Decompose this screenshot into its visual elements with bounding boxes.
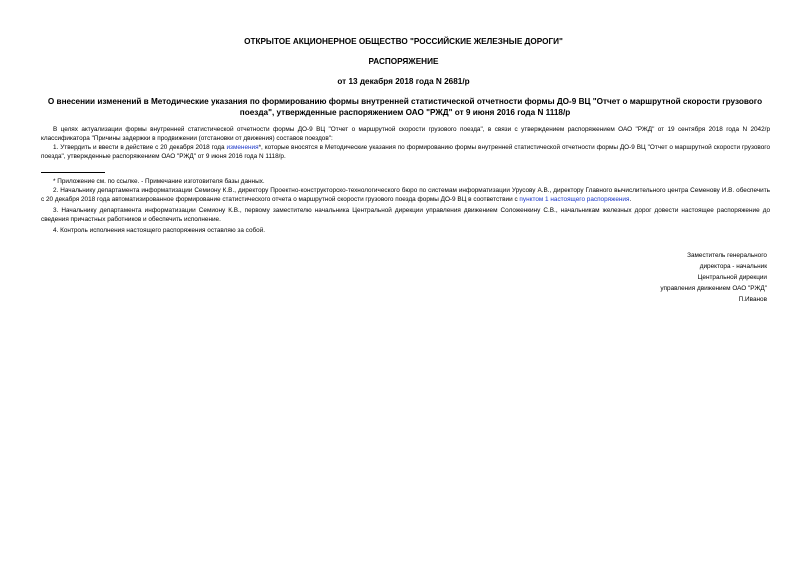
item-2-paragraph	[41, 186, 770, 204]
item-1-text-start: 1. Утвердить и ввести в действие с 20 декабря 2018 года	[53, 144, 227, 151]
item-1-text-end: *, которые вносятся в Методические указания по формированию формы внутренней статистической отчетности формы ДО-9 ВЦ "Отчет о маршрутной скорости грузового поезда", утвержденные распоряжением ОАО "РЖД" от 9 июня 2016 года N 1118/р.	[41, 144, 770, 160]
signature-line: директора - начальник	[699, 263, 767, 270]
signature-line: Центральной дирекции	[697, 274, 767, 281]
document-date: от 13 декабря 2018 года N 2681/р	[337, 77, 470, 86]
item-3-paragraph: 3. Начальнику департамента информатизации Семиону К.В., первому заместителю начальника Центральной дирекции управления движением Соложенкину С.В., начальникам железных дорог довести настоящее распоряжение до сведения причастных работников и обеспечить исполнение.	[41, 207, 770, 223]
changes-link[interactable]: изменения	[226, 144, 259, 151]
footnote-divider	[41, 172, 105, 173]
item-1-reference-link[interactable]: пунктом 1 настоящего распоряжения	[519, 196, 630, 203]
organization-title: ОТКРЫТОЕ АКЦИОНЕРНОЕ ОБЩЕСТВО "РОССИЙСКИЕ ЖЕЛЕЗНЫЕ ДОРОГИ"	[244, 37, 563, 46]
signature-block	[547, 250, 767, 305]
document-type: РАСПОРЯЖЕНИЕ	[368, 57, 439, 66]
item-2-text-end: .	[629, 196, 632, 203]
document-heading: О внесении изменений в Методические указания по формированию формы внутренней статистической отчетности формы ДО-9 ВЦ "Отчет о маршрутной скорости грузового поезда", утвержденные распоряжением ОАО "РЖД" от 9 июня 2016 года N 1118/р	[47, 97, 763, 117]
item-4-paragraph: 4. Контроль исполнения настоящего распоряжения оставляю за собой.	[53, 227, 266, 234]
footnote: * Приложение см. по ссылке. - Примечание изготовителя базы данных.	[53, 178, 265, 185]
intro-paragraph: В целях актуализации формы внутренней статистической отчетности формы ДО-9 ВЦ "Отчет о маршрутной скорости грузового поезда", в связи с утверждением распоряжением ОАО "РЖД" от 19 сентября 2018 года N 2042/р классификатора "Причины задержки в продвижении (отстановки от движения) составов поездов":	[41, 126, 770, 142]
document-body	[41, 125, 770, 235]
signer-name: П.Иванов	[738, 296, 767, 303]
signature-line: Заместитель генерального	[687, 252, 767, 259]
item-1-paragraph	[41, 143, 770, 161]
item-2-text-start: 2. Начальнику департамента информатизации Семиону К.В., директору Проектно-конструкторско-технологического бюро по системам информатизации Урусову А.В., директору Главного вычислительного центра Семенову И.В. обеспечить с 20 декабря 2018 года автоматизированное формирование статистического отчета о маршрутной скорости грузового поезда формы ДО-9 ВЦ в соответствии с	[41, 187, 770, 203]
signature-line: управления движением ОАО "РЖД"	[660, 285, 767, 292]
